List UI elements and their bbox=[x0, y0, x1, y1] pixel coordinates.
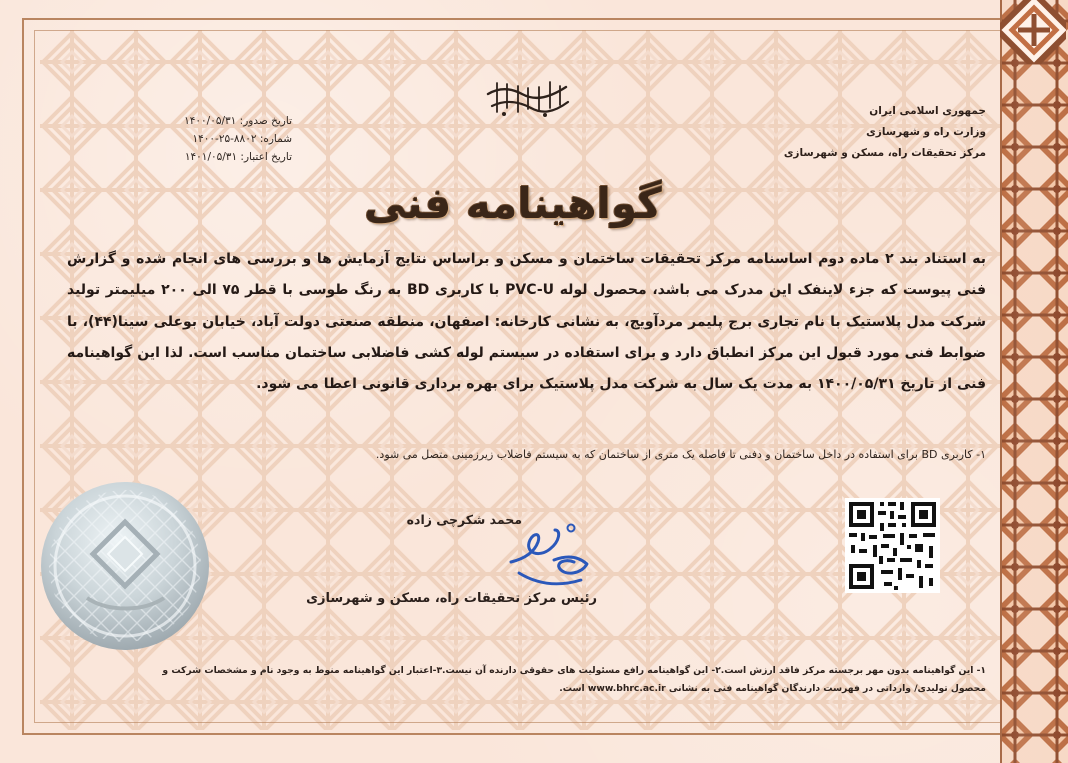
certificate-body: به استناد بند ۲ ماده دوم اساسنامه مرکز تحقیقات ساختمان و مسکن و براساس نتایج آزمایش ها و بررسی های انجام شده و گزارش فنی پیوست که جزء لاینفک این مدرک می باشد، محصول لوله PVC-U با کاربری BD به رنگ طوسی با قطر ۷۵ الی ۲۰۰ میلیمتر تولید شرکت مدل پلاستیک با نام تجاری برج پلیمر مردآویج، به نشانی کارخانه: اصفهان، منطقه صنعتی دولت آباد، خیابان بوعلی سینا(۴۴)، با ضوابط فنی مورد قبول این مرکز انطباق دارد و برای استفاده در سیستم لوله کشی فاضلابی ساختمان مناسب است. لذا این گواهینامه فنی از تاریخ ۱۴۰۰/۰۵/۳۱ به مدت یک سال به شرکت مدل پلاستیک برای بهره برداری قانونی اعطا می شود. bbox=[67, 251, 987, 393]
certificate-number: شماره: ۸۸۰۲-۲۵-۱۴۰۰ bbox=[192, 133, 292, 145]
signer-name: محمد شکرچی زاده bbox=[406, 512, 522, 527]
country-name: جمهوری اسلامی ایران bbox=[869, 105, 986, 117]
legal-footer-note bbox=[72, 662, 986, 698]
research-center-name: مرکز تحقیقات راه، مسکن و شهرسازی bbox=[783, 147, 986, 159]
legal-footer-line-1: ۱- این گواهینامه بدون مهر برجسته مرکز فاقد ارزش است.۲- این گواهینامه رافع مسئولیت های حقوقی دارنده آن نیست.۳-اعتبار این گواهینامه منوط به وجود نام و مشخصات شرکت و bbox=[162, 665, 986, 676]
corner-ornament bbox=[1000, 0, 1066, 64]
qr-code bbox=[845, 498, 940, 593]
validity-date: تاریخ اعتبار: ۱۴۰۱/۰۵/۳۱ bbox=[184, 151, 292, 163]
signer-title: رئیس مرکز تحقیقات راه، مسکن و شهرسازی bbox=[306, 591, 597, 606]
handwritten-signature bbox=[505, 515, 595, 597]
legal-footer-line-2: محصول تولیدی/ وارداتی در فهرست دارندگان گواهینامه فنی به نشانی www.bhrc.ac.ir است. bbox=[559, 683, 986, 694]
ministry-name: وزارت راه و شهرسازی bbox=[866, 126, 986, 138]
certificate-title: گواهینامه فنی bbox=[364, 179, 662, 228]
usage-note: ۱- کاربری BD برای استفاده در داخل ساختمان و دفنی تا فاصله یک متری از ساختمان که به سیستم فاضلاب زیرزمینی متصل می شود. bbox=[375, 448, 986, 461]
bismillah-calligraphy bbox=[480, 74, 575, 122]
document-dates bbox=[104, 112, 292, 166]
issuer-heading bbox=[756, 101, 986, 164]
embossed-seal bbox=[38, 479, 212, 653]
ornamental-right-border bbox=[994, 0, 1068, 763]
issue-date: تاریخ صدور: ۱۴۰۰/۰۵/۳۱ bbox=[184, 115, 292, 127]
